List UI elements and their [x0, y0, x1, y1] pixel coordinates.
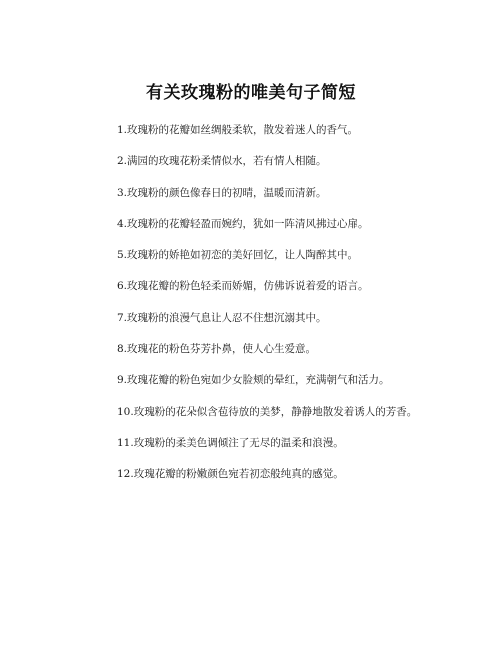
sentence-item: 5.玫瑰粉的娇艳如初恋的美好回忆，让人陶醉其中。	[117, 249, 359, 262]
document-title: 有关玫瑰粉的唯美句子简短	[146, 83, 356, 103]
sentence-item: 10.玫瑰粉的花朵似含苞待放的美梦，静静地散发着诱人的芳香。	[117, 405, 418, 418]
sentence-item: 6.玫瑰花瓣的粉色轻柔而娇媚，仿佛诉说着爱的语言。	[117, 280, 369, 293]
sentence-list	[117, 124, 487, 500]
sentence-item: 4.玫瑰粉的花瓣轻盈而婉约，犹如一阵清风拂过心扉。	[117, 217, 369, 230]
sentence-item: 8.玫瑰花的粉色芬芳扑鼻，使人心生爱意。	[117, 343, 317, 356]
sentence-item: 7.玫瑰粉的浪漫气息让人忍不住想沉溺其中。	[117, 311, 327, 324]
sentence-item: 11.玫瑰粉的柔美色调倾注了无尽的温柔和浪漫。	[117, 436, 344, 449]
sentence-item: 2.满园的玫瑰花粉柔情似水，若有情人相随。	[117, 155, 327, 168]
sentence-item: 3.玫瑰粉的颜色像春日的初晴，温暖而清新。	[117, 186, 327, 199]
sentence-item: 12.玫瑰花瓣的粉嫩颜色宛若初恋般纯真的感觉。	[117, 468, 344, 481]
sentence-item: 1.玫瑰粉的花瓣如丝绸般柔软，散发着迷人的香气。	[117, 124, 359, 136]
sentence-item: 9.玫瑰花瓣的粉色宛如少女脸颊的晕红，充满朝气和活力。	[117, 374, 390, 387]
